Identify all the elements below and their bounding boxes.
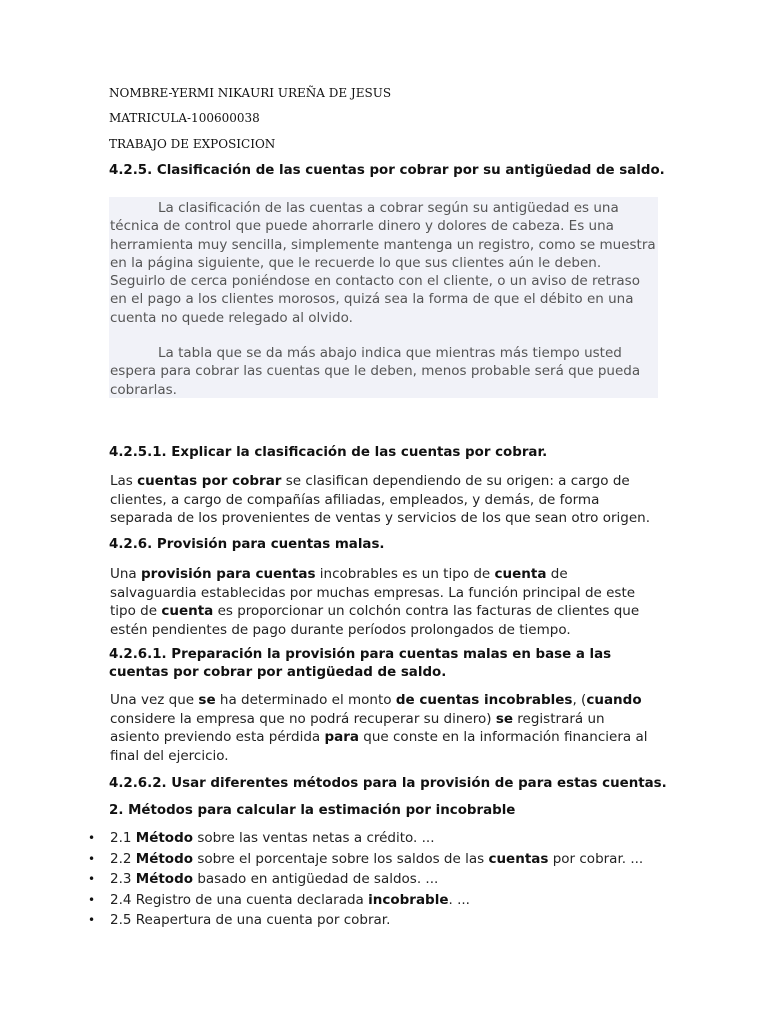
text-run: por cobrar. ... [548,850,644,867]
bullet-icon: • [88,913,96,928]
text-run: , ( [572,692,587,708]
text-run: considere la empresa que no podrá recuperar su dinero) [110,710,496,727]
bullet-icon: • [88,831,96,845]
bold-term: se [495,710,514,727]
text-run: Las [110,473,138,489]
bullet-icon: • [88,851,96,866]
bold-term: Método [135,830,194,846]
text-run: es proporcionar un colchón contra las facturas de clientes que estén pendientes de pago durante períodos prolongados de tiempo. [110,603,640,638]
text-run: . ... [448,891,470,908]
heading-4-2-6: 4.2.6. Provisión para cuentas malas. [109,537,385,552]
text-run: sobre las ventas netas a crédito. ... [193,830,435,846]
methods-list [88,828,688,931]
student-id-line: MATRICULA-100600038 [109,111,260,125]
list-item [88,910,688,931]
bullet-icon: • [88,872,96,887]
quote-paragraph-2 [110,344,656,399]
bold-term: provisión para cuentas [141,566,316,582]
bold-term: cuenta [494,566,547,582]
quote-paragraph-1-text: La clasificación de las cuentas a cobrar según su antigüedad es una técnica de control que puede ahorrarle dinero y dolores de cabeza. Es una herramienta muy sencilla, simplemente mantenga un registro, como se muestra en la página siguiente, que le recuerde lo que sus clientes aún le deben. Seguirlo de cerca poniéndose en contacto con el cliente, o un aviso de retraso en el pago a los clientes morosos, quizá sea la forma de que el débito en una cuenta no quede relegado al olvido. [110,200,656,326]
bold-term: cuando [586,692,642,708]
text-run: registrará un asiento previendo esta pérdida [110,710,605,745]
bold-term: Método [135,871,194,888]
heading-4-2-5: 4.2.5. Clasificación de las cuentas por cobrar por su antigüedad de saldo. [109,163,665,178]
text-run: sobre el porcentaje sobre los saldos de las [193,850,489,867]
heading-4-2-6-1: 4.2.6.1. Preparación la provisión para cuentas malas en base a las cuentas por cobrar por antigüedad de saldo. [109,647,612,680]
bold-term: Método [135,850,194,867]
quote-paragraph-2-text: La tabla que se da más abajo indica que mientras más tiempo usted espera para cobrar las cuentas que le deben, menos probable será que pueda cobrarlas. [110,345,641,398]
bold-term: de cuentas incobrables [395,692,573,708]
bold-term: cuenta [161,603,214,619]
list-item [88,890,688,911]
heading-methods: 2. Métodos para calcular la estimación por incobrable [109,803,516,818]
text-run: Una vez que [110,692,199,708]
text-run: que conste en la información financiera al final del ejercicio. [110,729,648,764]
assignment-title-line: TRABAJO DE EXPOSICION [109,137,276,151]
text-run: basado en antigüedad de saldos. ... [193,871,439,888]
text-run: de salvaguardia establecidas por muchas empresas. La función principal de este tipo de [110,566,636,619]
bold-term: para [324,729,359,745]
text-run: 2.3 [110,871,136,888]
bold-term: incobrable [368,891,449,908]
text-run: se clasifican dependiendo de su origen: a cargo de clientes, a cargo de compañías afiliadas, empleados, y demás, de forma separada de los provenientes de ventas y servicios de los que sean otro origen. [110,473,651,526]
list-item [88,828,688,849]
text-run: 2.2 [110,850,136,867]
paragraph-4-2-6 [110,565,658,639]
bullet-icon: • [88,892,96,907]
text-run: incobrables es un tipo de [315,566,495,582]
text-run: 2.5 Reapertura de una cuenta por cobrar. [110,912,391,929]
bold-term: cuentas [488,850,549,867]
bold-term: cuentas por cobrar [137,473,282,489]
heading-4-2-5-1: 4.2.5.1. Explicar la clasificación de las cuentas por cobrar. [109,445,548,460]
list-item [88,869,688,890]
paragraph-4-2-6-1 [110,691,658,765]
text-run: 2.4 Registro de una cuenta declarada [110,891,369,908]
paragraph-4-2-5-1 [110,472,658,528]
quote-paragraph-1 [110,199,656,327]
text-run: 2.1 [110,830,136,846]
bold-term: se [198,692,216,708]
heading-4-2-6-2: 4.2.6.2. Usar diferentes métodos para la provisión de para estas cuentas. [109,776,667,791]
student-name-line: NOMBRE-YERMI NIKAURI UREÑA DE JESUS [109,86,392,100]
text-run: Una [110,566,142,582]
text-run: ha determinado el monto [215,692,396,708]
list-item [88,849,688,870]
